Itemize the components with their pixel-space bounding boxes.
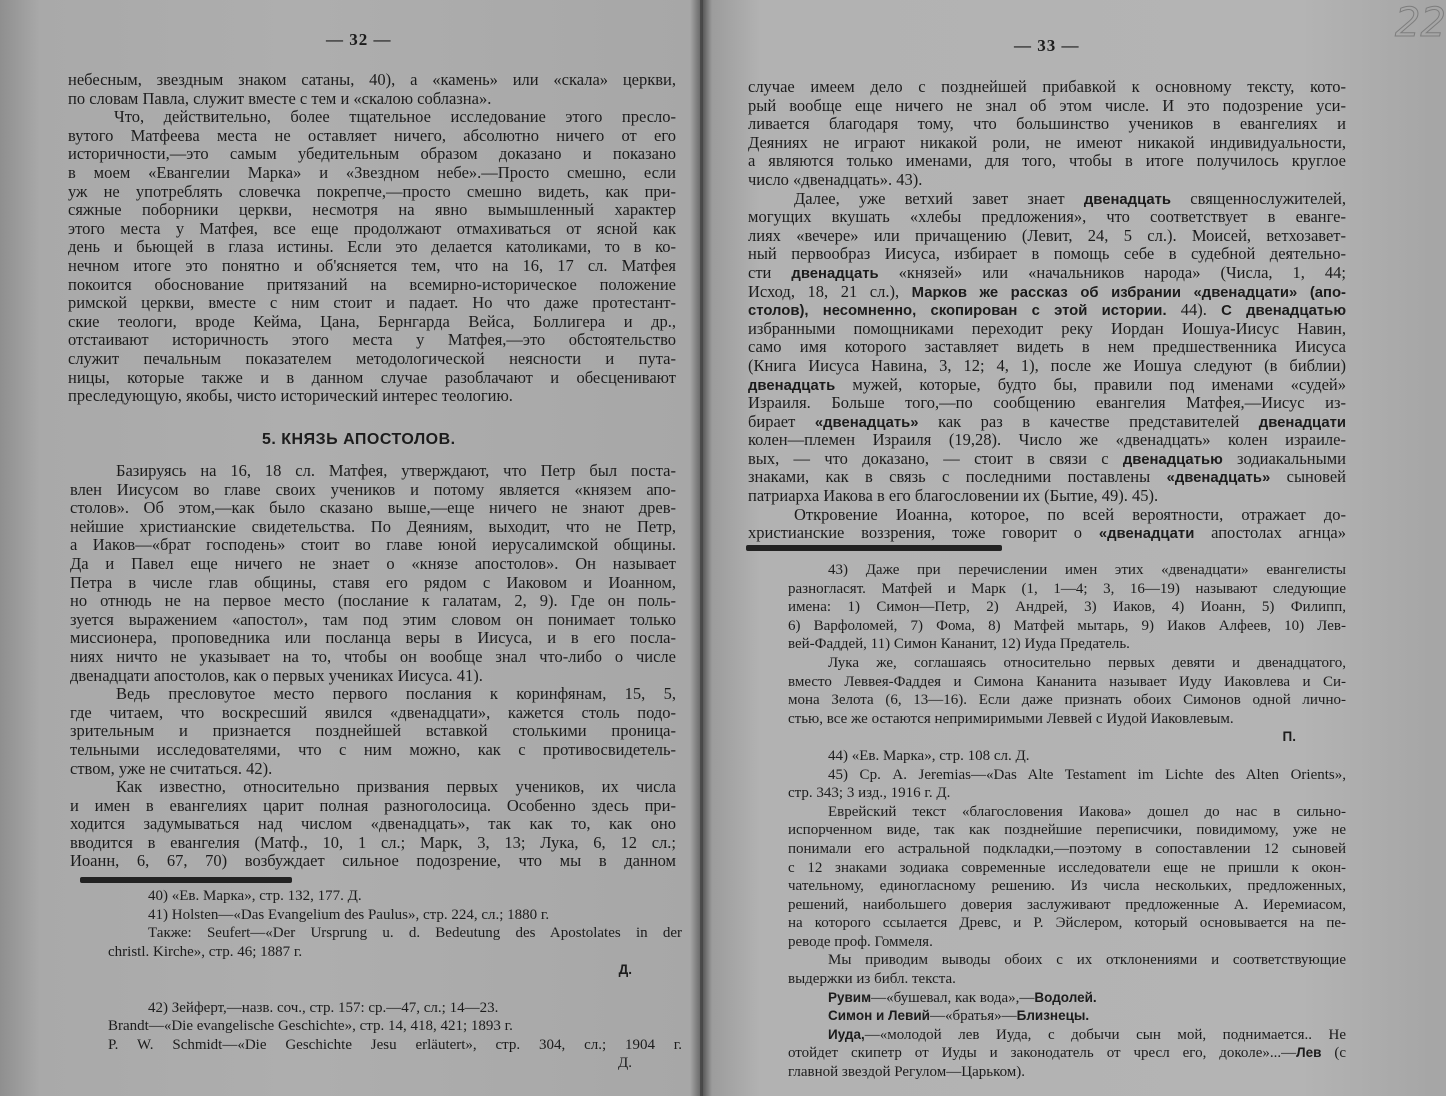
text-line: а являются только именами, для того, чтобы в итоге получилось круглое [748, 151, 1346, 171]
text-line [788, 728, 1346, 747]
left-footnotes [108, 887, 682, 1073]
text-line: ходится задумываться над числом «двенадцать», так как то, как оно [70, 814, 676, 834]
text-line: главной звездой Регулом—Царьком). [788, 1064, 1026, 1081]
text-line [748, 301, 1346, 320]
text-line: стью, все же остаются непримиримыми Леввей с Иудой Иаковлевым. [788, 710, 1234, 727]
text-line: и имен в евангелиях царит полная разноголосица. Особенно здесь при- [70, 795, 676, 815]
handwritten-page-mark: 22 [1395, 0, 1446, 46]
footnote-separator [80, 877, 292, 883]
footnote-separator [746, 545, 1002, 551]
text-line: christl. Kirche», стр. 46; 1887 г. [108, 943, 303, 960]
right-body-text [748, 78, 1346, 543]
text-line: зуется выражением «апостол», там под этим словом он понимает только [70, 609, 676, 629]
text-line: рый вообще еще ничего не знал об этом числе. И это подозрение уси- [748, 95, 1346, 115]
bold-text-segment: двенадцать [791, 265, 879, 282]
text-line: Откровение Иоанна, которое, по всей вероятности, отражает до- [794, 504, 1346, 524]
bold-text-segment: Марков же рассказ об избрании «двенадцати» (апо- [911, 284, 1346, 301]
text-line: где читаем, что воскресший явился «двенадцати», кажется столь подо- [70, 702, 676, 722]
text-segment: —«братья»— [929, 1008, 1017, 1025]
text-line: лиях «вечере» или причащению (Левит, 24, 5 сл.). Моисей, ветхозавет- [748, 225, 1346, 245]
text-line: Еврейский текст «благословения Иакова» дошел до нас в сильно- [828, 803, 1346, 820]
text-line: вводится в евангелия (Матф., 10, 1 сл.; Марк, 3, 13; Лука, 6, 12 сл.; [70, 832, 676, 852]
bold-text-segment: столов), несомненно, скопирован с этой истории. [748, 303, 1167, 320]
bold-text-segment: двенадцать [1083, 191, 1172, 208]
text-segment: «князей» или «начальников народа» (Числа, 1, 44; [878, 262, 1347, 282]
text-line: влен Иисусом во главе своих учеников и потому является «князем апо- [70, 479, 676, 499]
text-line: 43) Даже при перечислении имен этих «двенадцати» евангелисты [828, 562, 1346, 578]
text-line: ниях ничто не указывает на то, чтобы он вообще знал что-либо о числе [70, 646, 676, 666]
bold-text-segment: Водолей. [1034, 989, 1097, 1005]
bold-text-segment: Лев [1296, 1045, 1322, 1061]
bold-text-segment: Близнецы. [1016, 1008, 1090, 1024]
text-segment: сти [748, 262, 792, 282]
section-heading: 5. КНЯЗЬ АПОСТОЛОВ. [262, 431, 456, 448]
text-segment: 44). [1166, 300, 1222, 320]
text-line: но отнюдь не на первое место (послание к галатам, 2, 9). Где он поль- [70, 591, 676, 611]
text-line: (Книга Иисуса Навина, 3, 12; 4, 1), после же Иошуа следуют (в библии) [748, 355, 1346, 375]
text-line: Ведь пресловутое место первого послания к коринфянам, 15, 5, [116, 684, 676, 704]
text-line: миссионера, проповедника или посланца веры в Иисуса, и в его посла- [70, 628, 676, 648]
text-line: могущих вкушать «хлебы предложения», что соответствует в еванге- [748, 207, 1346, 227]
text-line: Базируясь на 16, 18 сл. Матфея, утверждают, что Петр был поста- [116, 461, 676, 480]
text-segment: как раз в качестве представителей [918, 411, 1259, 431]
bold-text-segment: П. [1282, 729, 1296, 745]
right-footnotes [788, 561, 1346, 1082]
bold-text-segment: Иуда, [828, 1026, 865, 1042]
bold-text-segment: Рувим [828, 989, 872, 1005]
text-line: отстаивают историчность этого места у Матфея,—это обстоятельство [68, 330, 676, 350]
text-line: 40) «Ев. Марка», стр. 132, 177. Д. [148, 888, 362, 904]
text-line: сяжные поборники церкви, несмотря на явно вымышленный характер [68, 200, 676, 220]
text-line [748, 450, 1346, 469]
bold-text-segment: двенадцать [748, 377, 836, 394]
text-line: этого места у Матфея, все еще продолжают отмахиваться от ясной как [68, 218, 676, 238]
text-line [788, 1026, 1346, 1045]
book-gutter [700, 0, 703, 1096]
text-line: уж не употреблять словечка покрепче,—просто смешно видеть, как при- [68, 181, 676, 201]
text-segment: —«молодой лев Иуда, с добычи сын мой, поднимается.. Не [864, 1026, 1346, 1043]
text-segment: мужей, которые, будто бы, правили под именами «судей» [835, 374, 1346, 394]
text-line [748, 524, 1346, 543]
text-line: патриарха Иакова в его благословении их (Бытие, 49). 45). [748, 486, 1159, 506]
text-line [788, 989, 1346, 1008]
text-line: испорченном виде, так как позднейшие переписчики, повидимому, уже не [788, 822, 1346, 839]
bold-text-segment: Симон и Левий [828, 1008, 930, 1024]
text-line: Да и Павел еще ничего не знает о «князе апостолов». Он называет [70, 553, 676, 573]
text-line: Деяниях не играют никакой роли, не имеют никакой индивидуальности, [748, 132, 1346, 152]
text-line: 6) Варфоломей, 7) Фома, 8) Матфей мытарь, 9) Иаков Алфеев, 10) Лев- [788, 617, 1346, 634]
text-segment: сыновей [1270, 467, 1346, 487]
bold-text-segment: «двенадцати [1098, 526, 1195, 543]
text-line: Мы приводим выводы обоих с их отклонениями и соответствующие [828, 952, 1346, 969]
text-segment: зодиакальными [1222, 448, 1346, 468]
text-line: 42) Зейферт,—назв. соч., стр. 157: ср.—47, сл.; 14—23. [148, 999, 499, 1016]
text-line: понимали его астральной подкладки,—поэтому в сопоставлении 12 сыновей [788, 840, 1346, 857]
text-line: Израиля. Больше того,—по сообщению евангелия Матфея,—Иисус из- [748, 393, 1346, 413]
bold-text-segment: двенадцати [1258, 414, 1346, 431]
text-segment: Исход, 18, 21 сл.), [748, 281, 912, 301]
text-segment: (с [1321, 1045, 1346, 1062]
text-line: историчности,—это самым убедительным образом доказано и показано [68, 144, 676, 164]
text-segment: знаками, как в связь с последними поставлены [748, 467, 1167, 487]
text-line: служит печальным показателем методологической неясности и пута- [68, 348, 676, 368]
text-line: 41) Holsten—«Das Evangelium des Paulus», стр. 224, сл.; 1880 г. [148, 906, 550, 923]
text-line: случае имеем дело с позднейшей прибавкой к основному тексту, кото- [748, 77, 1346, 96]
text-line: избранными помощниками переходит реку Иордан Иошуа-Иисус Навин, [748, 318, 1346, 338]
text-segment: Далее, уже ветхий завет знает [794, 188, 1084, 208]
text-segment: священнослужителей, [1171, 188, 1346, 208]
text-line: чательному, единогласному решению. Из числа нескольких, предложенных, [788, 878, 1346, 895]
text-line: имена: 1) Симон—Петр, 2) Андрей, 3) Иаков, 4) Иоанн, 5) Филипп, [788, 599, 1346, 616]
text-line: ливается благодаря тому, что большинство учеников в евангелиях и [748, 114, 1346, 134]
text-line: ницы, которые также и в данном случае разоблачают и обесценивают [68, 367, 676, 387]
left-page-number: — 32 — [326, 30, 392, 49]
text-line: преследующую, якобы, чисто исторический интерес теологию. [68, 386, 513, 406]
text-line: вместо Леввея-Фаддея и Симона Кананита называет Иуду Иаковлева и Си- [788, 673, 1346, 690]
text-line: Д. [618, 1055, 632, 1072]
text-line: тельными исследователями, что с ним можно, как с противосвидетель- [70, 739, 676, 759]
text-line: разногласят. Матфей и Марк (1, 1—4; 3, 16—19) называют следующие [788, 580, 1346, 597]
left-body-text-2 [70, 462, 676, 871]
text-line [748, 468, 1346, 487]
text-line: число «двенадцать». 43). [748, 169, 923, 189]
text-line [108, 961, 682, 980]
text-line [748, 376, 1346, 395]
text-line: вутого Матфеева места не оставляет ничего, абсолютно ничего от его [68, 125, 676, 145]
text-line: 45) Ср. A. Jeremias—«Das Alte Testament im Lichte des Alten Orients», [828, 766, 1346, 783]
text-line: двенадцати апостолов, как о первых учениках Иисуса. 41). [70, 665, 483, 685]
text-line: 44) «Ев. Марка», стр. 108 сл. Д. [828, 747, 1030, 764]
text-line: мона Зелота (6, 13—16). Если даже признать обоих Симонов одной лично- [788, 692, 1346, 709]
bold-text-segment: двенадцатью [1122, 451, 1223, 468]
text-line [108, 980, 682, 999]
text-segment: —«бушевал, как вода»,— [871, 989, 1035, 1006]
text-line: колен—племен Израиля (19,28). Число же «двенадцать» колен израиле- [748, 430, 1346, 450]
text-line: день и бьющей в глаза истины. Если это делается католиками, то в ко- [68, 237, 676, 257]
text-line: Brandt—«Die evangelische Geschichte», стр. 14, 418, 421; 1893 г. [108, 1018, 513, 1035]
text-line: в моем «Евангелии Марка» и «Звездном небе».—Просто смешно, если [68, 162, 676, 182]
text-line [748, 264, 1346, 283]
text-line: ством, уже не считаться. 42). [70, 758, 273, 778]
bold-text-segment: «двенадцать» [1166, 470, 1271, 487]
text-line: P. W. Schmidt—«Die Geschichte Jesu erläutert», стр. 304, сл.; 1904 г. [108, 1036, 682, 1053]
text-line [748, 190, 1346, 209]
bold-text-segment: «двенадцать» [814, 414, 919, 431]
text-line: на которого ссылается Древс, и Р. Эйслером, который основывается на пе- [788, 915, 1346, 932]
text-line: покоится обоснование притязаний на всемирно-историческое положение [68, 274, 676, 294]
text-line: реводе проф. Гоммеля. [788, 933, 933, 950]
text-line: нечном итоге это понятно и об'ясняется тем, что на 16, 17 сл. Матфея [68, 255, 676, 275]
text-segment: апостолах агнца» [1194, 523, 1346, 543]
text-line: Петра в числе глав общины, ставя его рядом с Иаковом и Иоанном, [70, 572, 676, 592]
text-line: столов». Об этом,—как было сказано выше,—еще ничего не знают древ- [70, 498, 676, 518]
text-line: выдержки из библ. текста. [788, 971, 956, 988]
text-line: римской церкви, вместе с ним стоит и падает. Но что даже протестант- [68, 293, 676, 313]
bold-text-segment: Д. [618, 962, 632, 978]
text-line: стр. 343; 3 изд., 1916 г. Д. [788, 785, 951, 802]
text-line: ские теологи, вроде Кейма, Цана, Бернгарда Вейса, Боллигера и др., [68, 311, 676, 331]
text-line: ный первообраз Иисуса, избирает в помощь себе в судебной деятельно- [748, 244, 1346, 264]
text-line: Также: Seufert—«Der Ursprung u. d. Bedeutung des Apostolates in der [148, 925, 682, 942]
text-segment: бирает [748, 411, 815, 431]
text-line: зрительным и признается позднейшей вставкой столькими проница- [70, 721, 676, 741]
text-line [788, 1007, 1346, 1026]
text-line: с 12 знаками зодиака современные исследователи еще не пришли к окон- [788, 859, 1346, 876]
text-line: Лука же, соглашаясь относительно первых девяти и двенадцатого, [828, 654, 1346, 671]
text-segment: христианские воззрения, тоже говорит о [748, 523, 1099, 543]
bold-text-segment: С двенадцатью [1221, 303, 1346, 320]
left-body-text-1 [68, 71, 676, 406]
text-line: нейшие христианские свидетельства. По Деяниям, выходит, что не Петр, [70, 516, 676, 536]
text-line: а Иаков—«брат господень» стоит во главе юной иерусалимской общины. [70, 535, 676, 555]
text-line: по словам Павла, служит вместе с тем и «скалою соблазна». [68, 88, 492, 108]
text-line: вей-Фаддей, 11) Симон Кананит, 12) Иуда Предатель. [788, 636, 1130, 653]
text-segment: отойдет скипетр от Иуды и законодатель от чресл его, доколе»...— [788, 1045, 1297, 1062]
text-segment: вых, — что доказано, — стоит в связи с [748, 448, 1123, 468]
right-page-number: — 33 — [1014, 36, 1080, 55]
text-line [788, 1044, 1346, 1063]
text-line: Иоанн, 6, 67, 70) возбуждает сильное подозрение, что мы в данном [70, 851, 676, 871]
text-line: небесным, звездным знаком сатаны, 40), а «камень» или «скала» церкви, [68, 70, 676, 89]
text-line [748, 283, 1346, 302]
text-line [748, 413, 1346, 432]
text-line: само имя которого заставляет видеть в нем предшественника Иисуса [748, 337, 1346, 357]
text-line: Как известно, относительно призвания первых учеников, их числа [116, 777, 676, 797]
text-line: Что, действительно, более тщательное исследование этого пресло- [114, 107, 676, 127]
text-line: решений, наибольшего доверия заслуживают предложенные А. Иеремиасом, [788, 896, 1346, 913]
